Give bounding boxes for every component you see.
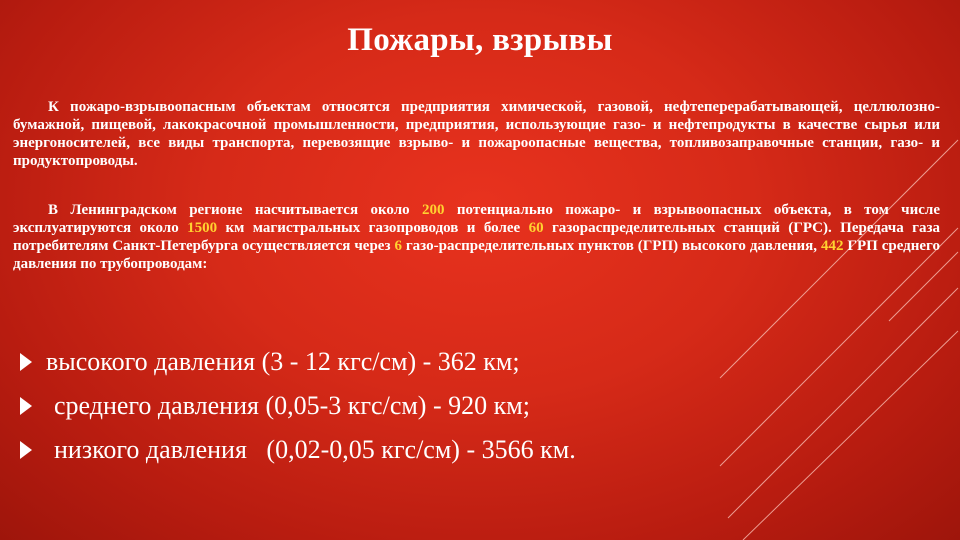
region-text-4: газораспределительных станций (ГРС). Передача газа потребителям Санкт-Петербурга осуществляется через [13, 220, 940, 254]
intro-text: К пожаро-взрывоопасным объектам относятся предприятия химической, газовой, нефтеперерабатывающей, целлюлозно-бумажной, пищевой, лакокрасочной промышленности, предприятия, использующие газо- и нефтепродукты в качестве сырья или энергоносителей, все виды транспорта, перевозящие взрыво- и пожароопасные вещества, топливозаправочные станции, газо- и продуктопроводы. [13, 99, 940, 169]
list-item-text: среднего давления (0,05-3 кгс/см) - 920 км; [54, 391, 530, 420]
station-count: 60 [528, 220, 544, 236]
intro-paragraph [13, 98, 940, 170]
list-item-text: низкого давления (0,02-0,05 кгс/см) - 3566 км. [54, 435, 576, 464]
pipeline-km: 1500 [187, 220, 218, 236]
list-item [20, 384, 576, 428]
slide-title: Пожары, взрывы [347, 22, 613, 58]
region-text-2: потенциально пожаро- и взрывоопасных объекта, в том числе эксплуатируются около [13, 202, 940, 236]
medium-pressure-grp-count: 442 [820, 238, 844, 254]
bullet-triangle-icon [20, 441, 32, 459]
list-item [20, 428, 576, 472]
pressure-list [20, 340, 576, 472]
list-item-text: высокого давления (3 - 12 кгс/см) - 362 км; [46, 347, 520, 376]
bullet-triangle-icon [20, 353, 32, 371]
count-objects: 200 [422, 202, 445, 218]
list-item [20, 340, 576, 384]
region-text-1: В Ленинградском регионе насчитывается около [48, 202, 422, 218]
region-text-5: газо-распределительных пунктов (ГРП) высокого давления, [401, 238, 821, 254]
bullet-triangle-icon [20, 397, 32, 415]
region-text-6: ГРП среднего давления по трубопроводам: [13, 238, 940, 272]
high-pressure-grp-count: 6 [394, 238, 402, 254]
region-text-3: км магистральных газопроводов и более [217, 220, 529, 236]
region-paragraph [13, 201, 940, 273]
